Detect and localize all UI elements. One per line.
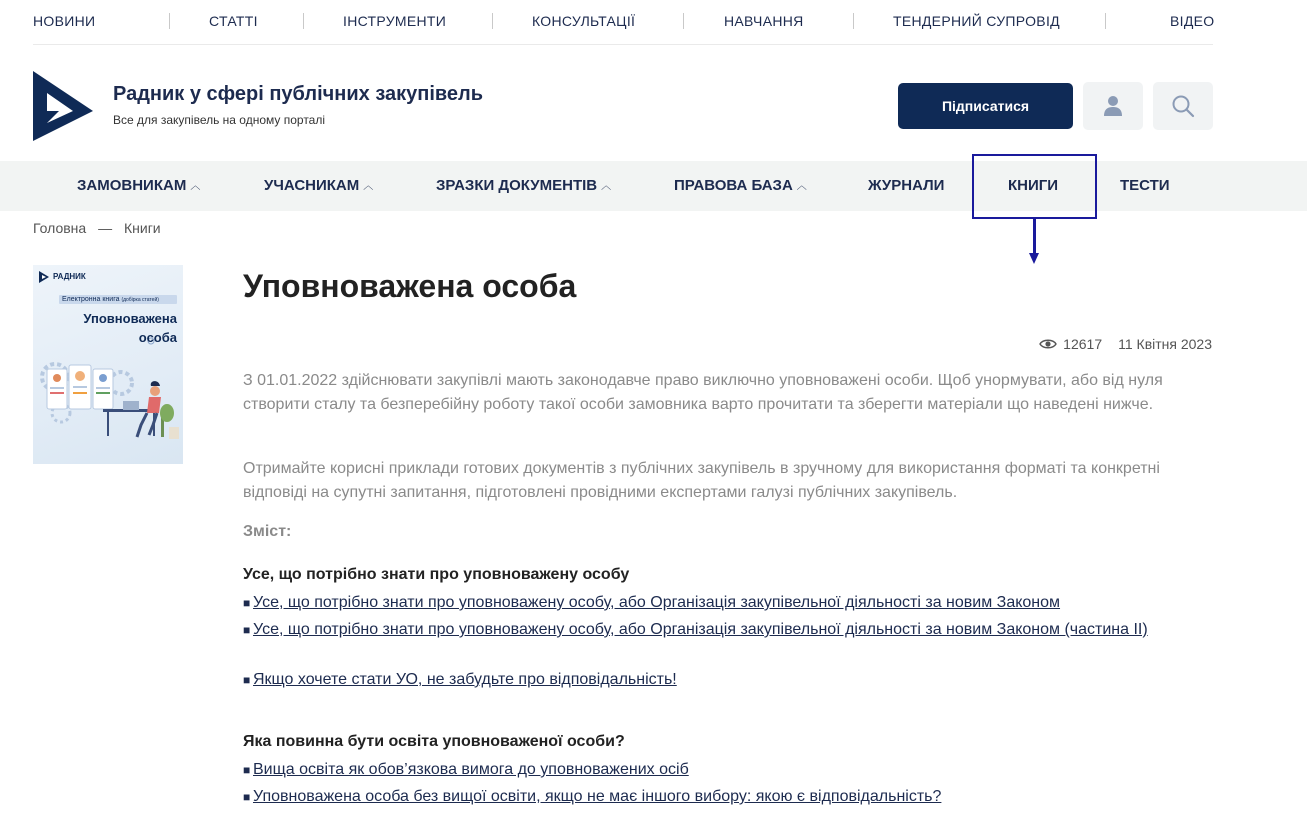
cover-title-line2: особа: [138, 330, 177, 345]
cover-title: [83, 309, 177, 347]
book-cover-image: [33, 265, 183, 464]
nav-item-document-samples[interactable]: [436, 177, 611, 194]
chevron-up-icon: ︿: [363, 181, 374, 192]
highlight-box: [972, 154, 1097, 219]
subscribe-button[interactable]: Підписатися: [898, 83, 1073, 129]
breadcrumb-current: Книги: [123, 220, 161, 236]
cover-badge: [62, 296, 159, 303]
cover-illustration: [33, 265, 183, 464]
list-item: [243, 669, 1203, 691]
nav-item-label: ЗРАЗКИ ДОКУМЕНТІВ: [436, 177, 598, 194]
topnav-item-video[interactable]: ВІДЕО: [1170, 13, 1215, 29]
bullet-icon: ■: [243, 790, 251, 804]
logo-mark-icon: [33, 71, 93, 141]
topnav-item-training[interactable]: НАВЧАННЯ: [724, 13, 804, 29]
nav-item-label: УЧАСНИКАМ: [264, 177, 360, 194]
list-item: [243, 592, 1203, 614]
search-button[interactable]: [1153, 82, 1213, 130]
eye-icon: [1039, 338, 1057, 350]
nav-item-label: ПРАВОВА БАЗА: [674, 177, 793, 194]
chevron-up-icon: ︿: [601, 181, 612, 192]
chevron-up-icon: ︿: [796, 181, 807, 192]
cover-title-line1: Уповноважена: [83, 311, 177, 326]
breadcrumb-home[interactable]: Головна: [33, 220, 87, 236]
top-navigation: [33, 0, 1213, 45]
section-heading: Яка повинна бути освіта уповноваженої особи?: [243, 733, 625, 750]
bullet-icon: ■: [243, 763, 251, 777]
search-icon: [1171, 94, 1195, 118]
account-button[interactable]: [1083, 82, 1143, 130]
topnav-item-news[interactable]: НОВИНИ: [33, 13, 96, 29]
list-item: [243, 786, 1203, 808]
breadcrumb: [33, 220, 169, 236]
section-heading: Усе, що потрібно знати про уповноважену особу: [243, 566, 630, 583]
page-title: Уповноважена особа: [243, 268, 577, 304]
highlight-arrowhead-icon: [1029, 253, 1039, 264]
site-tagline: Все для закупівель на одному порталі: [113, 113, 326, 127]
nav-item-label: КНИГИ: [1008, 177, 1059, 194]
topnav-divider: [853, 13, 854, 29]
article-link[interactable]: Усе, що потрібно знати про уповноважену особу, або Організація закупівельної діяльності за новим Законом (частина ІІ): [253, 621, 1148, 638]
nav-item-participants[interactable]: [264, 177, 373, 194]
publish-date: 11 Квітня 2023: [1118, 336, 1212, 352]
site-logo[interactable]: [33, 71, 93, 141]
bullet-icon: ■: [243, 673, 251, 687]
cover-brand: РАДНИК: [53, 272, 86, 281]
breadcrumb-separator: —: [98, 220, 113, 236]
intro-paragraph: З 01.01.2022 здійснювати закупівлі мають законодавче право виключно уповноважені особи. Щоб унормувати, або від нуля створити сталу та безперебійну роботу такої особи замовника варто прочитати та зберегти матеріали що наведені нижче.: [243, 372, 1163, 413]
article-link[interactable]: Вища освіта як обов’язкова вимога до уповноважених осіб: [253, 761, 689, 778]
nav-item-label: ЖУРНАЛИ: [868, 177, 945, 194]
nav-item-label: ЗАМОВНИКАМ: [77, 177, 187, 194]
cover-badge-label: Електронна книга: [62, 296, 120, 303]
nav-item-customers[interactable]: [77, 177, 200, 194]
nav-item-tests[interactable]: [1120, 177, 1170, 194]
article-link[interactable]: Усе, що потрібно знати про уповноважену особу, або Організація закупівельної діяльності за новим Законом: [253, 594, 1061, 611]
topnav-item-tools[interactable]: ІНСТРУМЕНТИ: [343, 13, 447, 29]
main-navigation: [0, 161, 1307, 211]
site-title[interactable]: Радник у сфері публічних закупівель: [113, 83, 484, 105]
article-meta: [1039, 336, 1212, 352]
topnav-item-tender-support[interactable]: ТЕНДЕРНИЙ СУПРОВІД: [893, 13, 1060, 29]
article-link[interactable]: Якщо хочете стати УО, не забудьте про відповідальність!: [253, 671, 677, 688]
nav-item-label: ТЕСТИ: [1120, 177, 1170, 194]
chevron-up-icon: ︿: [190, 181, 201, 192]
promo-paragraph: Отримайте корисні приклади готових документів з публічних закупівель в зручному для використання форматі та конкретні відповіді на супутні запитання, підготовлені провідними експертами галузі публічних закупівель.: [243, 460, 1160, 501]
topnav-divider: [1105, 13, 1106, 29]
topnav-divider: [683, 13, 684, 29]
user-icon: [1103, 95, 1123, 117]
article-link[interactable]: Уповноважена особа без вищої освіти, якщо не має іншого вибору: якою є відповідальність?: [253, 788, 942, 805]
topnav-item-consultations[interactable]: КОНСУЛЬТАЦІЇ: [532, 13, 636, 29]
contents-label: Зміст:: [243, 523, 292, 540]
cover-badge-note: (добірка статей): [121, 297, 159, 303]
topnav-divider: [303, 13, 304, 29]
topnav-divider: [492, 13, 493, 29]
bullet-icon: ■: [243, 596, 251, 610]
list-item: [243, 759, 1203, 781]
topnav-divider: [169, 13, 170, 29]
topnav-item-articles[interactable]: СТАТТІ: [209, 13, 258, 29]
list-item: [243, 619, 1203, 641]
view-count: 12617: [1063, 336, 1103, 352]
highlight-arrow-shaft: [1033, 219, 1036, 255]
nav-item-journals[interactable]: [868, 177, 944, 194]
nav-item-legal-base[interactable]: [674, 177, 807, 194]
bullet-icon: ■: [243, 623, 251, 637]
